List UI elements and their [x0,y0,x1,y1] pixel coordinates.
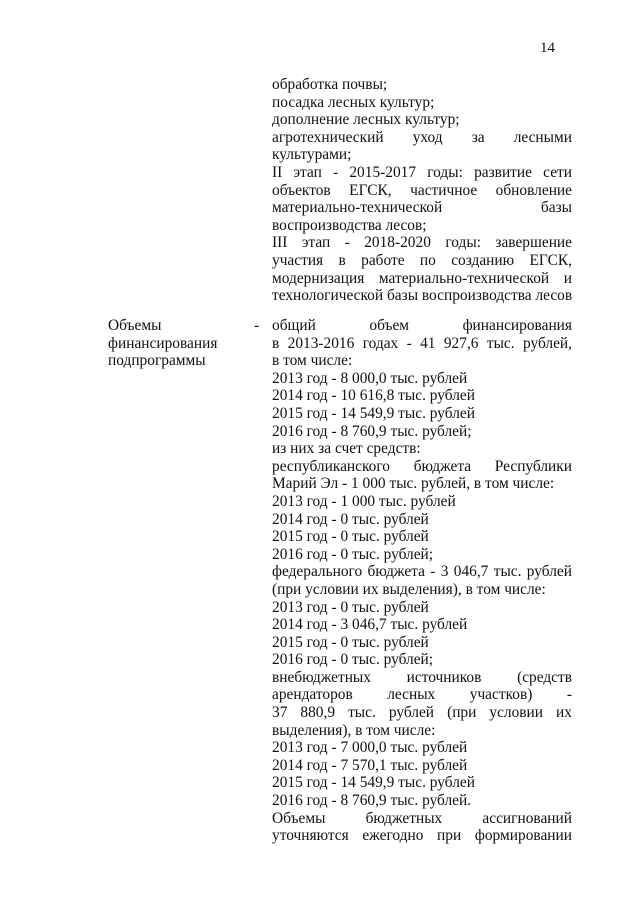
text-line: модернизация материально-технической и [272,269,572,287]
text-line: посадка лесных культур; [272,93,435,111]
finance-line: в 2013-2016 годах - 41 927,6 тыс. рублей, [272,334,572,352]
finance-line: 2013 год - 0 тыс. рублей [272,598,429,616]
text-line: II этап - 2015-2017 годы: развитие сети [272,163,572,181]
finance-line: 2013 год - 7 000,0 тыс. рублей [272,739,468,757]
finance-line: 2013 год - 8 000,0 тыс. рублей [272,369,468,387]
finance-line: (при условии их выделения), в том числе: [272,580,546,598]
finance-line: общий объем финансирования [272,317,572,334]
finance-line: из них за счет средств: [272,440,421,458]
finance-line: 2014 год - 3 046,7 тыс. рублей [272,616,468,634]
text-line: III этап - 2018-2020 годы: завершение [272,234,572,252]
finance-line: республиканского бюджета Республики [272,457,572,475]
finance-line: федерального бюджета - 3 046,7 тыс. рублей [272,563,572,581]
text-line: воспроизводства лесов; [272,216,427,234]
finance-line: 2015 год - 0 тыс. рублей [272,528,429,546]
finance-line: арендаторов лесных участков) - [272,686,572,704]
finance-line: 2014 год - 10 616,8 тыс. рублей [272,387,475,405]
text-line: технологической базы воспроизводства лесов [272,287,573,305]
section-label-line: финансирования [108,334,218,352]
finance-line: уточняются ежегодно при формировании [272,827,572,845]
text-line: агротехнический уход за лесными [272,128,572,146]
stages-text-block [272,76,572,305]
section-label [108,317,268,370]
finance-line: 2015 год - 14 549,9 тыс. рублей [272,774,475,792]
page-number: 14 [540,40,555,56]
finance-line: 2016 год - 0 тыс. рублей; [272,651,434,669]
finance-line: Объемы бюджетных ассигнований [272,809,572,827]
finance-line: внебюджетных источников (средств [272,668,572,686]
text-line: обработка почвы; [272,76,388,93]
finance-line: 2014 год - 7 570,1 тыс. рублей [272,756,468,774]
finance-line: 2016 год - 0 тыс. рублей; [272,545,434,563]
finance-line: в том числе: [272,352,353,370]
finance-line: 37 880,9 тыс. рублей (при условии их [272,704,572,722]
text-line: участия в работе по созданию ЕГСК, [272,251,572,269]
finance-line: 2016 год - 8 760,9 тыс. рублей; [272,422,472,440]
text-line: материально-технической базы [272,199,572,217]
finance-line: 2013 год - 1 000 тыс. рублей [272,492,456,510]
finance-line: 2014 год - 0 тыс. рублей [272,510,429,528]
text-line: объектов ЕГСК, частичное обновление [272,181,572,199]
section-label-line: Объемы [108,317,162,334]
section-label-line: подпрограммы [108,352,206,370]
finance-line: выделения), в том числе: [272,721,436,739]
financing-text-block [272,317,572,845]
finance-line: 2015 год - 0 тыс. рублей [272,633,429,651]
finance-line: Марий Эл - 1 000 тыс. рублей, в том числе: [272,475,555,493]
section-dash: - [254,317,260,334]
finance-line: 2016 год - 8 760,9 тыс. рублей. [272,792,472,810]
text-line: культурами; [272,146,352,164]
finance-line: 2015 год - 14 549,9 тыс. рублей [272,404,475,422]
text-line: дополнение лесных культур; [272,111,460,129]
